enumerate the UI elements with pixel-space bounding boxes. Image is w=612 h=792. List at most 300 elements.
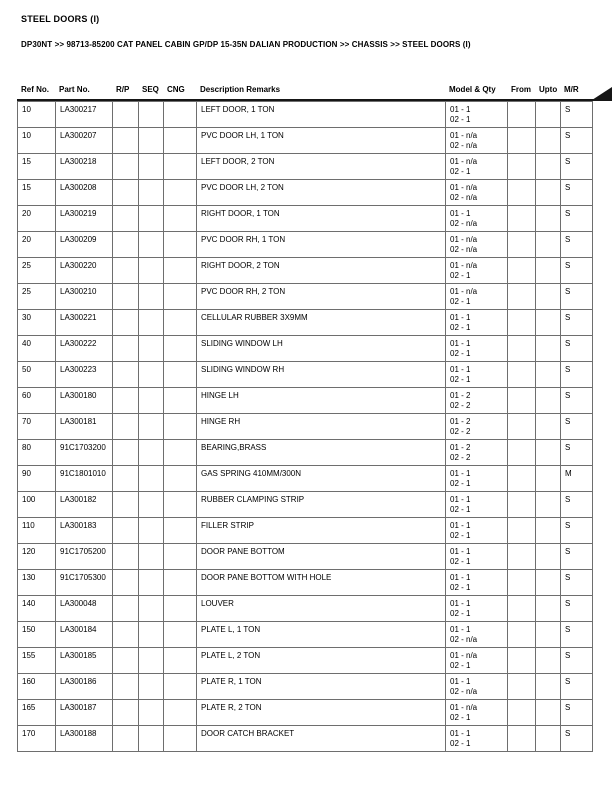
cell-from bbox=[508, 362, 536, 388]
cell-desc: PVC DOOR LH, 1 TON bbox=[197, 128, 446, 154]
cell-qty bbox=[446, 648, 508, 674]
cell-part: LA300223 bbox=[56, 362, 113, 388]
cell-upto bbox=[536, 544, 561, 570]
cell-ref: 110 bbox=[18, 518, 56, 544]
cell-seq bbox=[139, 570, 164, 596]
cell-seq bbox=[139, 674, 164, 700]
table-row bbox=[18, 388, 593, 414]
table-row bbox=[18, 362, 593, 388]
cell-desc: PLATE R, 2 TON bbox=[197, 700, 446, 726]
cell-part: LA300209 bbox=[56, 232, 113, 258]
cell-qty bbox=[446, 102, 508, 128]
cell-rp bbox=[113, 700, 139, 726]
cell-mr: S bbox=[561, 700, 593, 726]
cell-qty bbox=[446, 258, 508, 284]
cell-qty bbox=[446, 518, 508, 544]
cell-mr: S bbox=[561, 726, 593, 752]
cell-desc: PVC DOOR RH, 2 TON bbox=[197, 284, 446, 310]
cell-part: LA300181 bbox=[56, 414, 113, 440]
cell-cng bbox=[164, 596, 197, 622]
cell-from bbox=[508, 336, 536, 362]
parts-table bbox=[17, 101, 593, 752]
cell-from bbox=[508, 492, 536, 518]
cell-seq bbox=[139, 102, 164, 128]
cell-qty bbox=[446, 388, 508, 414]
qty-line: 01 - n/a bbox=[450, 157, 478, 166]
cell-cng bbox=[164, 102, 197, 128]
cell-mr: S bbox=[561, 492, 593, 518]
cell-from bbox=[508, 232, 536, 258]
cell-desc: GAS SPRING 410MM/300N bbox=[197, 466, 446, 492]
qty-line: 02 - 1 bbox=[450, 115, 471, 124]
cell-seq bbox=[139, 232, 164, 258]
qty-line: 01 - 2 bbox=[450, 443, 471, 452]
cell-part: 91C1801010 bbox=[56, 466, 113, 492]
qty-line: 01 - 1 bbox=[450, 599, 471, 608]
cell-part: LA300219 bbox=[56, 206, 113, 232]
cell-qty bbox=[446, 128, 508, 154]
cell-from bbox=[508, 466, 536, 492]
corner-marker-icon bbox=[592, 87, 612, 100]
cell-upto bbox=[536, 648, 561, 674]
cell-mr: S bbox=[561, 232, 593, 258]
cell-cng bbox=[164, 570, 197, 596]
table-row bbox=[18, 622, 593, 648]
cell-qty bbox=[446, 622, 508, 648]
cell-mr: S bbox=[561, 622, 593, 648]
cell-ref: 60 bbox=[18, 388, 56, 414]
cell-ref: 100 bbox=[18, 492, 56, 518]
table-row bbox=[18, 206, 593, 232]
cell-ref: 10 bbox=[18, 102, 56, 128]
cell-from bbox=[508, 102, 536, 128]
cell-ref: 15 bbox=[18, 154, 56, 180]
qty-line: 01 - n/a bbox=[450, 131, 478, 140]
cell-qty bbox=[446, 700, 508, 726]
qty-line: 02 - 1 bbox=[450, 349, 471, 358]
breadcrumb: DP30NT >> 98713-85200 CAT PANEL CABIN GP/DP 15-35N DALIAN PRODUCTION >> CHASSIS >> STEEL DOORS (I) bbox=[21, 40, 471, 49]
table-row bbox=[18, 102, 593, 128]
cell-upto bbox=[536, 440, 561, 466]
qty-line: 02 - 1 bbox=[450, 323, 471, 332]
qty-line: 02 - n/a bbox=[450, 687, 478, 696]
cell-part: LA300221 bbox=[56, 310, 113, 336]
qty-line: 02 - n/a bbox=[450, 245, 478, 254]
cell-seq bbox=[139, 440, 164, 466]
cell-part: 91C1703200 bbox=[56, 440, 113, 466]
qty-line: 02 - 1 bbox=[450, 739, 471, 748]
cell-ref: 160 bbox=[18, 674, 56, 700]
qty-line: 01 - 1 bbox=[450, 313, 471, 322]
cell-cng bbox=[164, 414, 197, 440]
cell-part: LA300183 bbox=[56, 518, 113, 544]
cell-upto bbox=[536, 284, 561, 310]
cell-ref: 80 bbox=[18, 440, 56, 466]
cell-from bbox=[508, 544, 536, 570]
cell-part: LA300217 bbox=[56, 102, 113, 128]
cell-part: LA300207 bbox=[56, 128, 113, 154]
cell-from bbox=[508, 310, 536, 336]
cell-mr: S bbox=[561, 102, 593, 128]
cell-ref: 90 bbox=[18, 466, 56, 492]
cell-qty bbox=[446, 284, 508, 310]
cell-rp bbox=[113, 336, 139, 362]
table-row bbox=[18, 128, 593, 154]
cell-rp bbox=[113, 726, 139, 752]
qty-line: 01 - 1 bbox=[450, 365, 471, 374]
table-row bbox=[18, 492, 593, 518]
qty-line: 02 - 1 bbox=[450, 609, 471, 618]
cell-cng bbox=[164, 284, 197, 310]
cell-mr: S bbox=[561, 570, 593, 596]
cell-upto bbox=[536, 726, 561, 752]
cell-rp bbox=[113, 544, 139, 570]
cell-from bbox=[508, 596, 536, 622]
cell-from bbox=[508, 440, 536, 466]
cell-cng bbox=[164, 388, 197, 414]
cell-from bbox=[508, 206, 536, 232]
cell-cng bbox=[164, 180, 197, 206]
qty-line: 02 - 2 bbox=[450, 453, 471, 462]
cell-rp bbox=[113, 232, 139, 258]
cell-ref: 140 bbox=[18, 596, 56, 622]
cell-qty bbox=[446, 232, 508, 258]
cell-desc: PVC DOOR RH, 1 TON bbox=[197, 232, 446, 258]
qty-line: 02 - n/a bbox=[450, 141, 478, 150]
cell-qty bbox=[446, 310, 508, 336]
cell-mr: M bbox=[561, 466, 593, 492]
cell-rp bbox=[113, 180, 139, 206]
cell-rp bbox=[113, 310, 139, 336]
column-header-cng: CNG bbox=[167, 85, 185, 94]
cell-upto bbox=[536, 154, 561, 180]
cell-cng bbox=[164, 466, 197, 492]
cell-part: 91C1705300 bbox=[56, 570, 113, 596]
column-header-mr: M/R bbox=[564, 85, 579, 94]
qty-line: 02 - 2 bbox=[450, 427, 471, 436]
table-row bbox=[18, 648, 593, 674]
table-row bbox=[18, 544, 593, 570]
cell-seq bbox=[139, 726, 164, 752]
cell-from bbox=[508, 128, 536, 154]
qty-line: 01 - 1 bbox=[450, 547, 471, 556]
cell-seq bbox=[139, 622, 164, 648]
cell-cng bbox=[164, 440, 197, 466]
cell-qty bbox=[446, 466, 508, 492]
qty-line: 02 - 1 bbox=[450, 271, 471, 280]
cell-rp bbox=[113, 414, 139, 440]
qty-line: 01 - 1 bbox=[450, 495, 471, 504]
qty-line: 02 - 1 bbox=[450, 531, 471, 540]
cell-qty bbox=[446, 206, 508, 232]
qty-line: 02 - 1 bbox=[450, 297, 471, 306]
qty-line: 01 - n/a bbox=[450, 183, 478, 192]
cell-upto bbox=[536, 206, 561, 232]
cell-ref: 170 bbox=[18, 726, 56, 752]
cell-rp bbox=[113, 518, 139, 544]
cell-from bbox=[508, 154, 536, 180]
cell-rp bbox=[113, 648, 139, 674]
cell-qty bbox=[446, 544, 508, 570]
cell-ref: 40 bbox=[18, 336, 56, 362]
qty-line: 01 - 2 bbox=[450, 417, 471, 426]
cell-mr: S bbox=[561, 596, 593, 622]
qty-line: 02 - 1 bbox=[450, 505, 471, 514]
qty-line: 01 - n/a bbox=[450, 235, 478, 244]
cell-from bbox=[508, 258, 536, 284]
cell-seq bbox=[139, 336, 164, 362]
cell-upto bbox=[536, 492, 561, 518]
table-row bbox=[18, 674, 593, 700]
qty-line: 01 - 1 bbox=[450, 469, 471, 478]
cell-seq bbox=[139, 310, 164, 336]
table-row bbox=[18, 336, 593, 362]
cell-desc: PLATE L, 2 TON bbox=[197, 648, 446, 674]
cell-ref: 150 bbox=[18, 622, 56, 648]
table-row bbox=[18, 414, 593, 440]
cell-qty bbox=[446, 440, 508, 466]
cell-part: LA300210 bbox=[56, 284, 113, 310]
cell-cng bbox=[164, 544, 197, 570]
cell-upto bbox=[536, 102, 561, 128]
cell-upto bbox=[536, 232, 561, 258]
cell-rp bbox=[113, 128, 139, 154]
cell-upto bbox=[536, 674, 561, 700]
cell-desc: CELLULAR RUBBER 3X9MM bbox=[197, 310, 446, 336]
cell-qty bbox=[446, 726, 508, 752]
cell-qty bbox=[446, 180, 508, 206]
cell-qty bbox=[446, 674, 508, 700]
cell-upto bbox=[536, 570, 561, 596]
cell-desc: LOUVER bbox=[197, 596, 446, 622]
cell-upto bbox=[536, 128, 561, 154]
cell-from bbox=[508, 284, 536, 310]
cell-ref: 20 bbox=[18, 232, 56, 258]
cell-ref: 25 bbox=[18, 258, 56, 284]
qty-line: 01 - 2 bbox=[450, 391, 471, 400]
qty-line: 02 - 2 bbox=[450, 401, 471, 410]
table-row bbox=[18, 232, 593, 258]
qty-line: 01 - 1 bbox=[450, 625, 471, 634]
cell-part: 91C1705200 bbox=[56, 544, 113, 570]
qty-line: 02 - 1 bbox=[450, 713, 471, 722]
cell-upto bbox=[536, 388, 561, 414]
qty-line: 01 - 1 bbox=[450, 521, 471, 530]
cell-part: LA300222 bbox=[56, 336, 113, 362]
cell-part: LA300220 bbox=[56, 258, 113, 284]
cell-from bbox=[508, 700, 536, 726]
cell-qty bbox=[446, 570, 508, 596]
cell-desc: SLIDING WINDOW RH bbox=[197, 362, 446, 388]
cell-mr: S bbox=[561, 336, 593, 362]
cell-cng bbox=[164, 128, 197, 154]
cell-part: LA300186 bbox=[56, 674, 113, 700]
cell-rp bbox=[113, 388, 139, 414]
column-header-ref: Ref No. bbox=[21, 85, 49, 94]
cell-part: LA300208 bbox=[56, 180, 113, 206]
cell-desc: RIGHT DOOR, 2 TON bbox=[197, 258, 446, 284]
cell-desc: LEFT DOOR, 1 TON bbox=[197, 102, 446, 128]
cell-mr: S bbox=[561, 206, 593, 232]
table-row bbox=[18, 466, 593, 492]
cell-qty bbox=[446, 362, 508, 388]
cell-desc: HINGE LH bbox=[197, 388, 446, 414]
cell-mr: S bbox=[561, 310, 593, 336]
qty-line: 01 - 1 bbox=[450, 677, 471, 686]
cell-from bbox=[508, 648, 536, 674]
cell-ref: 155 bbox=[18, 648, 56, 674]
cell-mr: S bbox=[561, 440, 593, 466]
column-header-qty: Model & Qty bbox=[449, 85, 496, 94]
cell-mr: S bbox=[561, 284, 593, 310]
cell-from bbox=[508, 414, 536, 440]
cell-seq bbox=[139, 154, 164, 180]
qty-line: 02 - 1 bbox=[450, 557, 471, 566]
table-row bbox=[18, 726, 593, 752]
table-row bbox=[18, 440, 593, 466]
qty-line: 02 - n/a bbox=[450, 193, 478, 202]
cell-seq bbox=[139, 596, 164, 622]
cell-ref: 10 bbox=[18, 128, 56, 154]
cell-part: LA300187 bbox=[56, 700, 113, 726]
cell-cng bbox=[164, 206, 197, 232]
cell-qty bbox=[446, 414, 508, 440]
table-row bbox=[18, 596, 593, 622]
column-header-desc: Description Remarks bbox=[200, 85, 281, 94]
cell-rp bbox=[113, 284, 139, 310]
cell-desc: DOOR CATCH BRACKET bbox=[197, 726, 446, 752]
column-header-seq: SEQ bbox=[142, 85, 159, 94]
cell-cng bbox=[164, 258, 197, 284]
cell-cng bbox=[164, 648, 197, 674]
cell-ref: 50 bbox=[18, 362, 56, 388]
cell-part: LA300048 bbox=[56, 596, 113, 622]
cell-desc: SLIDING WINDOW LH bbox=[197, 336, 446, 362]
cell-upto bbox=[536, 336, 561, 362]
cell-mr: S bbox=[561, 648, 593, 674]
column-header-upto: Upto bbox=[539, 85, 558, 94]
cell-mr: S bbox=[561, 362, 593, 388]
cell-rp bbox=[113, 258, 139, 284]
qty-line: 02 - 1 bbox=[450, 479, 471, 488]
cell-upto bbox=[536, 700, 561, 726]
table-header-row bbox=[17, 85, 592, 94]
cell-desc: DOOR PANE BOTTOM WITH HOLE bbox=[197, 570, 446, 596]
cell-cng bbox=[164, 518, 197, 544]
cell-seq bbox=[139, 544, 164, 570]
cell-mr: S bbox=[561, 518, 593, 544]
cell-ref: 130 bbox=[18, 570, 56, 596]
qty-line: 01 - 1 bbox=[450, 729, 471, 738]
table-row bbox=[18, 310, 593, 336]
qty-line: 01 - n/a bbox=[450, 651, 478, 660]
cell-rp bbox=[113, 492, 139, 518]
cell-desc: PVC DOOR LH, 2 TON bbox=[197, 180, 446, 206]
cell-upto bbox=[536, 622, 561, 648]
cell-rp bbox=[113, 674, 139, 700]
cell-seq bbox=[139, 700, 164, 726]
cell-cng bbox=[164, 726, 197, 752]
cell-mr: S bbox=[561, 154, 593, 180]
cell-seq bbox=[139, 518, 164, 544]
table-row bbox=[18, 700, 593, 726]
cell-cng bbox=[164, 492, 197, 518]
cell-upto bbox=[536, 596, 561, 622]
cell-cng bbox=[164, 700, 197, 726]
qty-line: 01 - 1 bbox=[450, 573, 471, 582]
cell-ref: 120 bbox=[18, 544, 56, 570]
cell-seq bbox=[139, 180, 164, 206]
cell-upto bbox=[536, 310, 561, 336]
cell-seq bbox=[139, 284, 164, 310]
column-header-rp: R/P bbox=[116, 85, 130, 94]
cell-ref: 15 bbox=[18, 180, 56, 206]
cell-seq bbox=[139, 414, 164, 440]
cell-cng bbox=[164, 362, 197, 388]
cell-from bbox=[508, 726, 536, 752]
cell-ref: 70 bbox=[18, 414, 56, 440]
column-header-from: From bbox=[511, 85, 531, 94]
cell-qty bbox=[446, 596, 508, 622]
cell-part: LA300180 bbox=[56, 388, 113, 414]
cell-desc: PLATE L, 1 TON bbox=[197, 622, 446, 648]
cell-part: LA300182 bbox=[56, 492, 113, 518]
parts-table-body bbox=[18, 102, 593, 752]
cell-part: LA300188 bbox=[56, 726, 113, 752]
qty-line: 01 - n/a bbox=[450, 261, 478, 270]
cell-seq bbox=[139, 466, 164, 492]
cell-ref: 25 bbox=[18, 284, 56, 310]
cell-mr: S bbox=[561, 128, 593, 154]
cell-desc: RUBBER CLAMPING STRIP bbox=[197, 492, 446, 518]
qty-line: 02 - 1 bbox=[450, 583, 471, 592]
cell-cng bbox=[164, 310, 197, 336]
cell-upto bbox=[536, 466, 561, 492]
cell-rp bbox=[113, 466, 139, 492]
cell-from bbox=[508, 674, 536, 700]
cell-from bbox=[508, 518, 536, 544]
cell-mr: S bbox=[561, 674, 593, 700]
cell-mr: S bbox=[561, 388, 593, 414]
cell-rp bbox=[113, 596, 139, 622]
cell-from bbox=[508, 570, 536, 596]
table-row bbox=[18, 180, 593, 206]
cell-cng bbox=[164, 336, 197, 362]
qty-line: 02 - n/a bbox=[450, 219, 478, 228]
cell-seq bbox=[139, 388, 164, 414]
cell-from bbox=[508, 388, 536, 414]
cell-qty bbox=[446, 336, 508, 362]
cell-mr: S bbox=[561, 258, 593, 284]
cell-desc: DOOR PANE BOTTOM bbox=[197, 544, 446, 570]
cell-seq bbox=[139, 492, 164, 518]
cell-seq bbox=[139, 362, 164, 388]
cell-from bbox=[508, 622, 536, 648]
cell-seq bbox=[139, 648, 164, 674]
cell-part: LA300218 bbox=[56, 154, 113, 180]
cell-cng bbox=[164, 232, 197, 258]
cell-ref: 20 bbox=[18, 206, 56, 232]
cell-qty bbox=[446, 154, 508, 180]
qty-line: 02 - 1 bbox=[450, 167, 471, 176]
cell-mr: S bbox=[561, 180, 593, 206]
cell-rp bbox=[113, 570, 139, 596]
cell-seq bbox=[139, 128, 164, 154]
table-row bbox=[18, 518, 593, 544]
cell-mr: S bbox=[561, 414, 593, 440]
cell-desc: LEFT DOOR, 2 TON bbox=[197, 154, 446, 180]
cell-desc: HINGE RH bbox=[197, 414, 446, 440]
